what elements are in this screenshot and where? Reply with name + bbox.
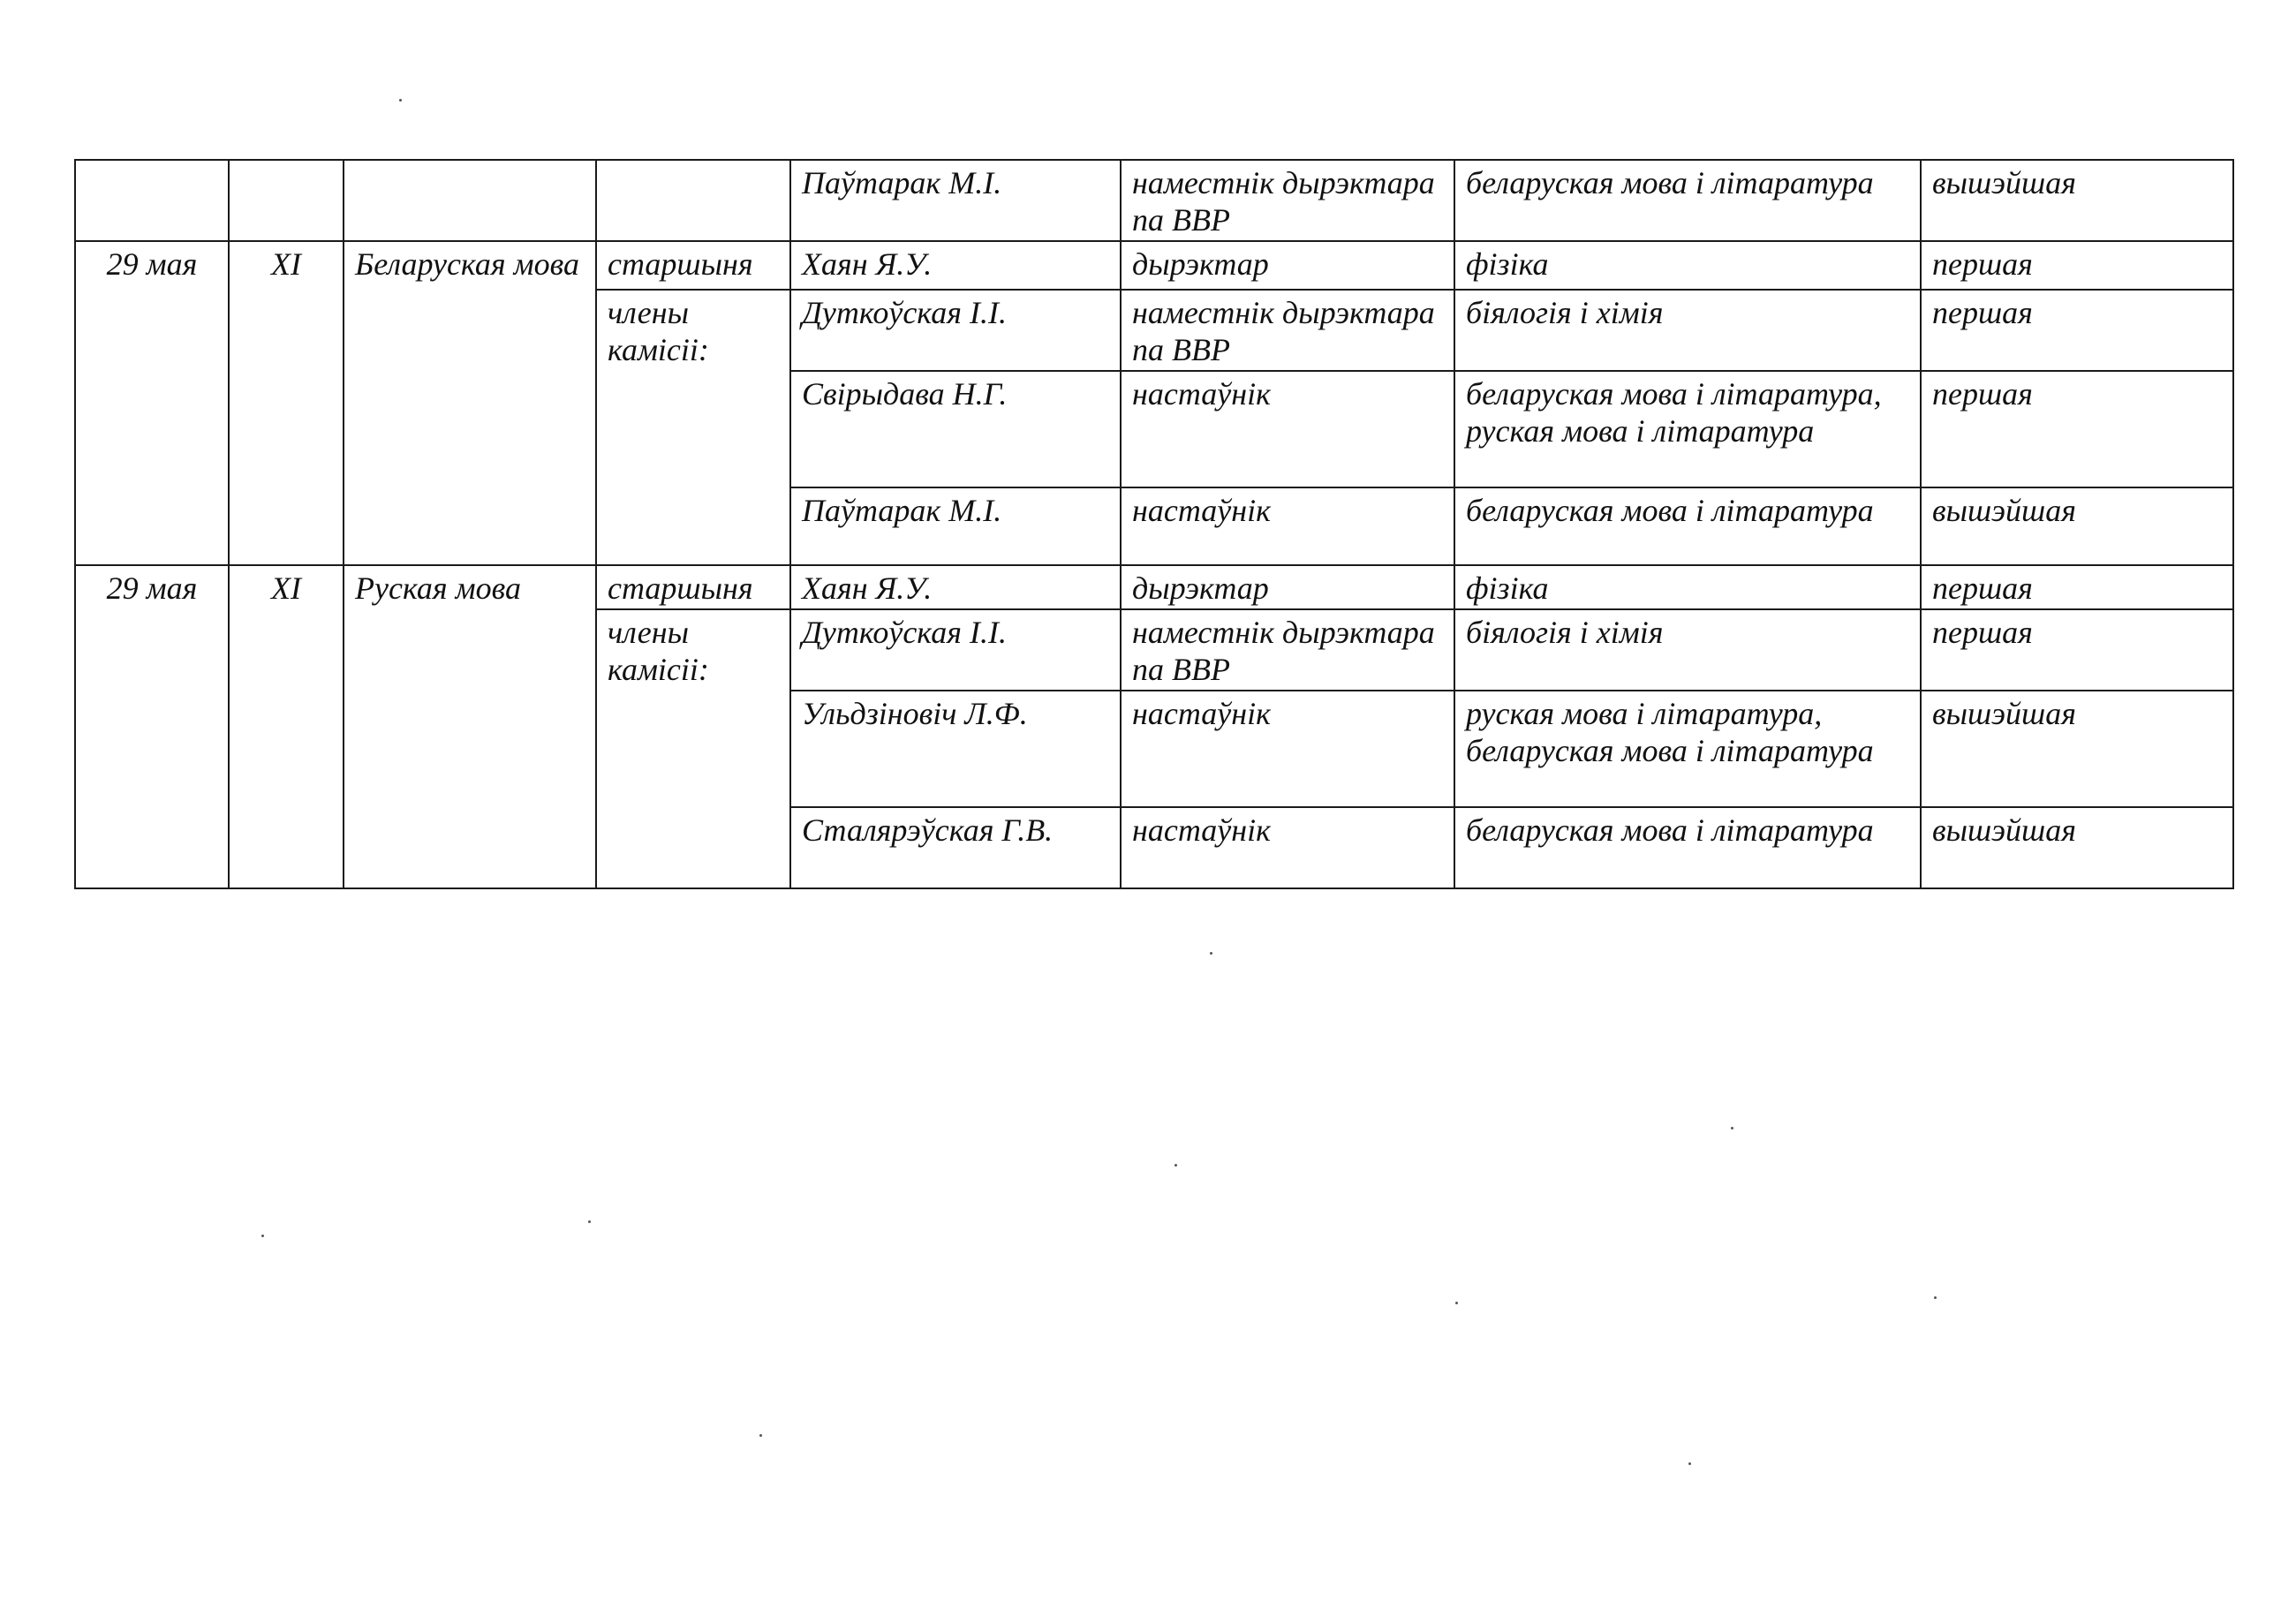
member-name: Дуткоўская І.І. (790, 609, 1121, 691)
table-row (75, 241, 2233, 290)
member-position: настаўнік (1121, 807, 1454, 888)
exam-subject: Беларуская мова (344, 241, 596, 565)
member-category: вышэйшая (1921, 691, 2233, 807)
member-position: настаўнік (1121, 371, 1454, 487)
member-name: Паўтарак М.І. (790, 160, 1121, 241)
member-name: Хаян Я.У. (790, 241, 1121, 290)
member-position: настаўнік (1121, 487, 1454, 565)
exam-class: XI (229, 565, 344, 888)
member-name: Паўтарак М.І. (790, 487, 1121, 565)
member-name: Хаян Я.У. (790, 565, 1121, 609)
date-cell (75, 160, 229, 241)
member-subject: беларуская мова і літаратура, руская мова і літаратура (1454, 371, 1921, 487)
member-position: наместнік дырэктара па ВВР (1121, 609, 1454, 691)
exam-class: XI (229, 241, 344, 565)
scan-speck (399, 99, 402, 102)
scan-speck (1688, 1462, 1691, 1465)
member-subject: беларуская мова і літаратура (1454, 807, 1921, 888)
member-name: Ульдзіновіч Л.Ф. (790, 691, 1121, 807)
scan-speck (1731, 1127, 1733, 1129)
members-label: члены камісіі: (596, 609, 790, 888)
table-row (75, 160, 2233, 241)
member-subject: беларуская мова і літаратура (1454, 487, 1921, 565)
member-category: вышэйшая (1921, 807, 2233, 888)
member-category: першая (1921, 290, 2233, 371)
scan-speck (759, 1434, 762, 1437)
chair-label: старшыня (596, 565, 790, 609)
exam-subject: Руская мова (344, 565, 596, 888)
role-cell (596, 160, 790, 241)
member-category: першая (1921, 565, 2233, 609)
member-subject: фізіка (1454, 565, 1921, 609)
member-subject: фізіка (1454, 241, 1921, 290)
member-name: Свірыдава Н.Г. (790, 371, 1121, 487)
table-row (75, 565, 2233, 609)
member-position: наместнік дырэктара па ВВР (1121, 290, 1454, 371)
member-position: наместнік дырэктара па ВВР (1121, 160, 1454, 241)
member-subject: біялогія і хімія (1454, 290, 1921, 371)
member-category: першая (1921, 609, 2233, 691)
member-name: Дуткоўская І.І. (790, 290, 1121, 371)
subject-cell (344, 160, 596, 241)
scan-speck (1174, 1164, 1177, 1167)
member-position: дырэктар (1121, 565, 1454, 609)
scan-speck (1210, 952, 1212, 955)
member-subject: руская мова і літаратура, беларуская мова і літаратура (1454, 691, 1921, 807)
commission-table (74, 159, 2234, 889)
member-category: вышэйшая (1921, 487, 2233, 565)
member-subject: беларуская мова і літаратура (1454, 160, 1921, 241)
chair-label: старшыня (596, 241, 790, 290)
member-category: першая (1921, 241, 2233, 290)
member-position: дырэктар (1121, 241, 1454, 290)
exam-date: 29 мая (75, 565, 229, 888)
exam-date: 29 мая (75, 241, 229, 565)
scan-speck (1934, 1296, 1937, 1299)
scan-speck (261, 1235, 264, 1237)
class-cell (229, 160, 344, 241)
member-category: першая (1921, 371, 2233, 487)
scan-speck (588, 1220, 591, 1223)
member-position: настаўнік (1121, 691, 1454, 807)
scan-speck (1455, 1302, 1458, 1304)
members-label: члены камісіі: (596, 290, 790, 565)
member-subject: біялогія і хімія (1454, 609, 1921, 691)
member-name: Сталярэўская Г.В. (790, 807, 1121, 888)
member-category: вышэйшая (1921, 160, 2233, 241)
